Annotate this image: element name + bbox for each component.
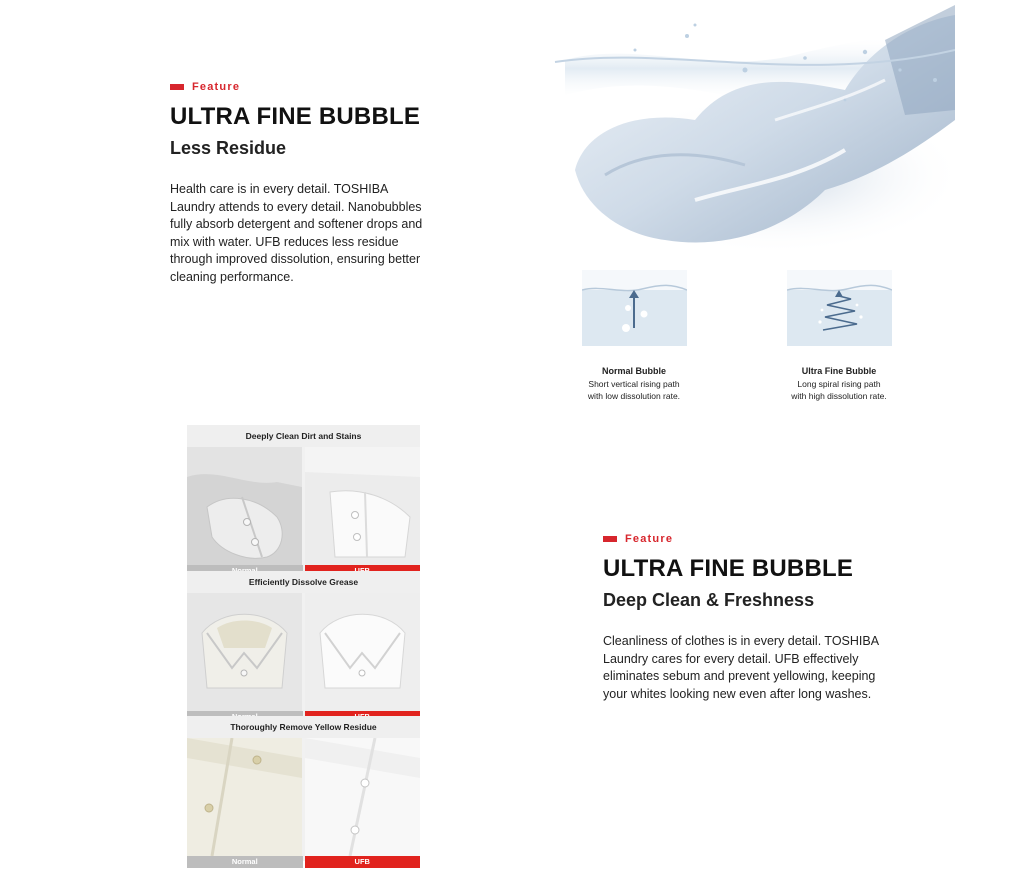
normal-bubble-caption [559,365,709,403]
feature-headline: ULTRA FINE BUBBLE [170,103,421,130]
feature-deep-clean [603,532,893,703]
normal-bubble-illustration [582,270,687,346]
tag-marker [603,536,617,542]
feature-tag [170,80,430,94]
normal-shirt-collar-image [187,593,303,711]
feature-headline: ULTRA FINE BUBBLE [603,555,854,582]
feature-body: Health care is in every detail. TOSHIBA Laundry attends to every detail. Nanobubbles fully absorb detergent and softener drops and mix with water. UFB reduces less residue through improved dissolution, ensuring better cleaning performance. [170,182,423,284]
ufb-shirt-cuff-image [305,447,421,565]
feature-tag [603,532,893,546]
normal-bubble-line1: Short vertical rising path [588,378,680,389]
shirt-front-illustration [305,738,420,856]
ufb-bubble-illustration [787,270,892,346]
feature-tag-label: Feature [192,81,241,93]
shirt-cuff-illustration [305,447,420,565]
ufb-bubble-title: Ultra Fine Bubble [801,366,877,376]
ufb-shirt-front-image [305,738,421,856]
tag-marker [170,84,184,90]
normal-label: Normal [187,856,303,868]
normal-shirt-cuff-image [187,447,303,565]
shirt-cuff-illustration [187,447,302,565]
feature-less-residue [170,80,430,286]
water-fabric-illustration [545,0,955,262]
normal-bubble-image [582,270,687,346]
shirt-collar-illustration [305,593,420,711]
ufb-bubble-caption [764,365,914,403]
shirt-section-stains [187,425,420,577]
ufb-shirt-collar-image [305,593,421,711]
water-fabric-image [545,0,955,262]
section-title: Efficiently Dissolve Grease [187,571,420,593]
shirt-comparison-panel [187,425,420,866]
ufb-bubble-line1: Long spiral rising path [797,378,881,389]
normal-bubble-line2: with low dissolution rate. [587,391,681,401]
section-title: Deeply Clean Dirt and Stains [187,425,420,447]
ufb-bubble-image [787,270,892,346]
ufb-label: UFB [305,856,421,868]
shirt-front-illustration [187,738,302,856]
feature-tag-label: Feature [625,533,674,545]
feature-subhead: Deep Clean & Freshness [603,590,815,610]
section-title: Thoroughly Remove Yellow Residue [187,716,420,738]
normal-bubble-title: Normal Bubble [601,366,666,376]
shirt-section-grease [187,571,420,723]
feature-body: Cleanliness of clothes is in every detail. TOSHIBA Laundry cares for every detail. UFB effectively eliminates sebum and prevent yellowing, keeping your whites looking new even after long washes. [603,634,879,701]
shirt-section-yellow [187,716,420,868]
feature-subhead: Less Residue [170,138,287,158]
shirt-collar-illustration [187,593,302,711]
ufb-bubble-line2: with high dissolution rate. [791,391,887,401]
normal-shirt-front-image [187,738,303,856]
